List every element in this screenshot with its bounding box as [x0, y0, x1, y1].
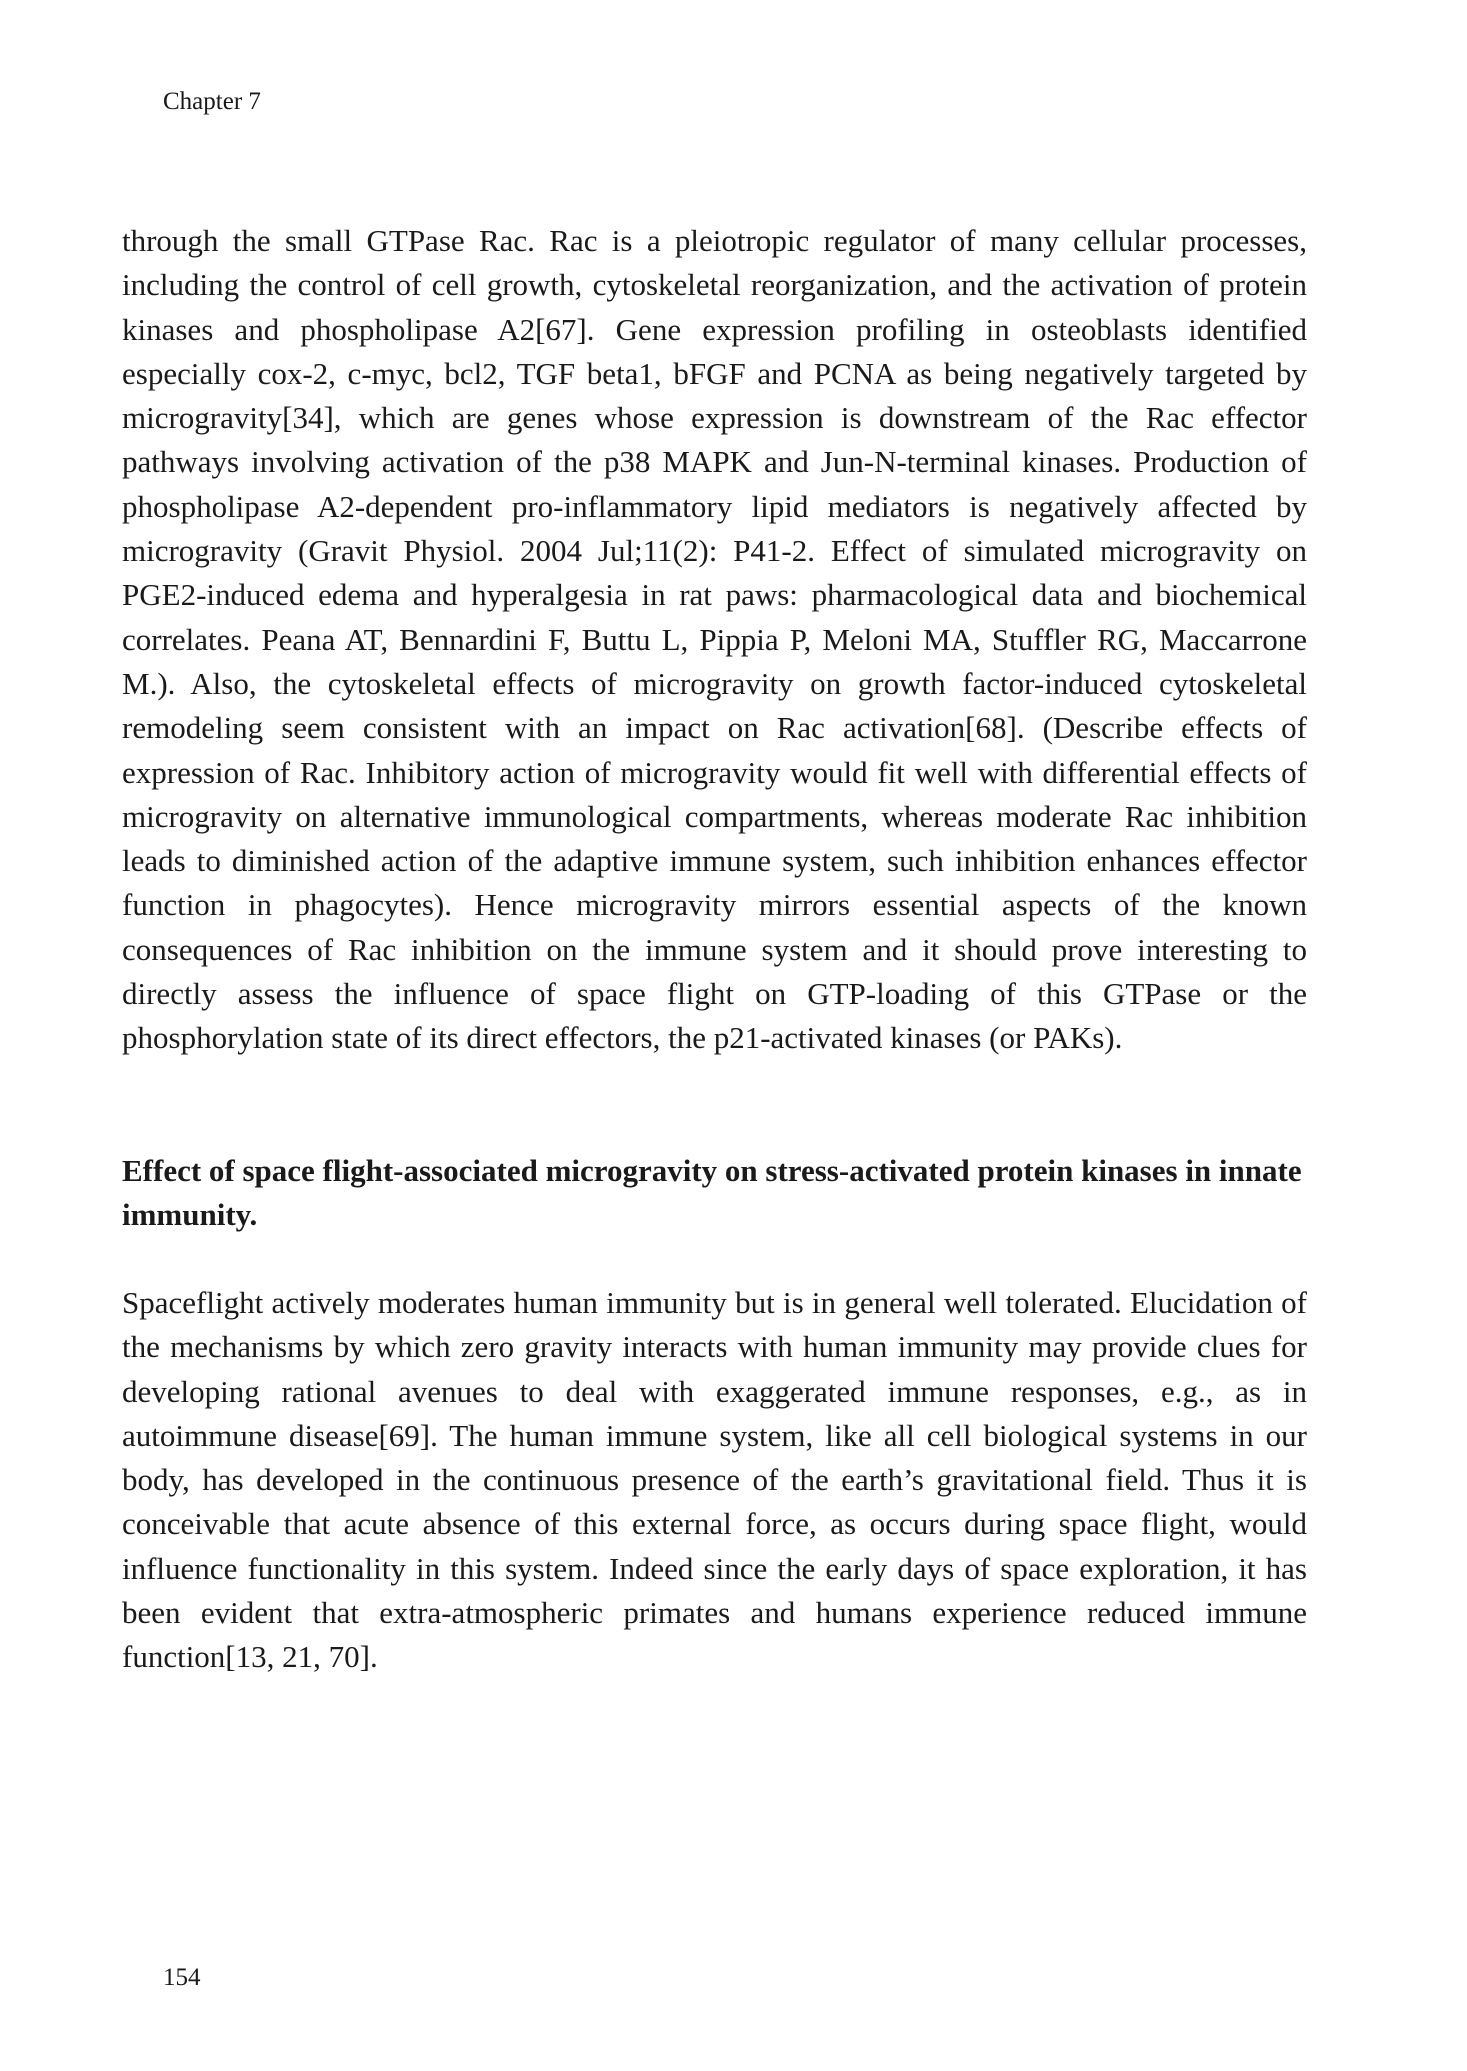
section-heading: Effect of space flight-associated microgravity on stress-activated protein kinases in innate immunity.	[122, 1153, 1302, 1233]
page-number: 154	[163, 1964, 201, 1991]
running-header: Chapter 7	[163, 88, 261, 115]
body-paragraph: through the small GTPase Rac. Rac is a pleiotropic regulator of many cellular processes, including the control of cell growth, cytoskeletal reorganization, and the activation of protein kinases and phospholipase A2[67]. Gene expression profiling in osteoblasts identified especially cox-2, c-myc, bcl2, TGF beta1, bFGF and PCNA as being negatively targeted by microgravity[34], which are genes whose expression is downstream of the Rac effector pathways involving activation of the p38 MAPK and Jun-N-terminal kinases. Production of phospholipase A2-dependent pro-inflammatory lipid mediators is negatively affected by microgravity (Gravit Physiol. 2004 Jul;11(2): P41-2. Effect of simulated microgravity on PGE2-induced edema and hyperalgesia in rat paws: pharmacological data and biochemical correlates. Peana AT, Bennardini F, Buttu L, Pippia P, Meloni MA, Stuffler RG, Maccarrone M.). Also, the cytoskeletal effects of microgravity on growth factor-induced cytoskeletal remodeling seem consistent with an impact on Rac activation[68]. (Describe effects of expression of Rac. Inhibitory action of microgravity would fit well with differential effects of microgravity on alternative immunological compartments, whereas moderate Rac inhibition leads to diminished action of the adaptive immune system, such inhibition enhances effector function in phagocytes). Hence microgravity mirrors essential aspects of the known consequences of Rac inhibition on the immune system and it should prove interesting to directly assess the influence of space flight on GTP-loading of this GTPase or the phosphorylation state of its direct effectors, the p21-activated kinases (or PAKs).	[122, 223, 1307, 1056]
body-paragraph: Spaceflight actively moderates human immunity but is in general well tolerated. Elucidation of the mechanisms by which zero gravity interacts with human immunity may provide clues for developing rational avenues to deal with exaggerated immune responses, e.g., as in autoimmune disease[69]. The human immune system, like all cell biological systems in our body, has developed in the continuous presence of the earth’s gravitational field. Thus it is conceivable that acute absence of this external force, as occurs during space flight, would influence functionality in this system. Indeed since the early days of space exploration, it has been evident that extra-atmospheric primates and humans experience reduced immune function[13, 21, 70].	[122, 1285, 1307, 1675]
